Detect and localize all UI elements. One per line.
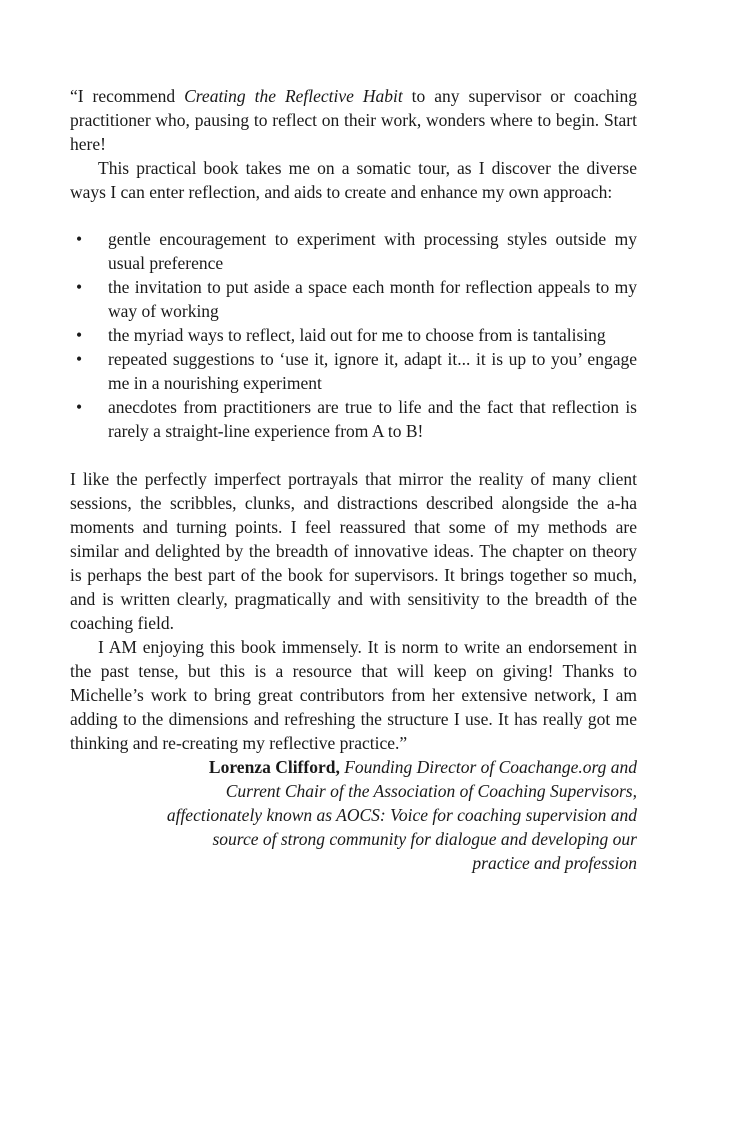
list-item bbox=[70, 275, 637, 323]
attribution bbox=[70, 755, 637, 875]
bullet-icon: • bbox=[76, 277, 83, 297]
bullet-icon: • bbox=[76, 349, 83, 369]
endorsement-text-block bbox=[70, 84, 637, 875]
bullet-text: the myriad ways to reflect, laid out for me to choose from is tantalising bbox=[108, 325, 606, 345]
bullet-icon: • bbox=[76, 397, 83, 417]
bullet-icon: • bbox=[76, 229, 83, 249]
list-item bbox=[70, 227, 637, 275]
recommendation-pre: “I recommend bbox=[70, 86, 185, 106]
bullet-text: repeated suggestions to ‘use it, ignore it, adapt it... it is up to you’ engage me in a nourishing experiment bbox=[108, 349, 637, 393]
recommendation-post: to any supervisor or coaching practitioner who, pausing to reflect on their work, wonders where to begin. Start here! bbox=[70, 86, 637, 154]
bullet-text: the invitation to put aside a space each month for reflection appeals to my way of working bbox=[108, 277, 637, 321]
list-item bbox=[70, 395, 637, 443]
book-title: Creating the Reflective Habit bbox=[184, 86, 403, 106]
bullet-icon: • bbox=[76, 325, 83, 345]
paragraph-somatic-tour: This practical book takes me on a somatic tour, as I discover the diverse ways I can enter reflection, and aids to create and enhance my own approach: bbox=[70, 158, 637, 202]
paragraph-recommendation bbox=[70, 84, 637, 156]
endorsement-bullet-list bbox=[70, 227, 637, 443]
bullet-text: anecdotes from practitioners are true to life and the fact that reflection is rarely a straight-line experience from A to B! bbox=[108, 397, 637, 441]
paragraph-enjoying: I AM enjoying this book immensely. It is norm to write an endorsement in the past tense, but this is a resource that will keep on giving! Thanks to Michelle’s work to bring great contributors from her extensive network, I am adding to the dimensions and refreshing the structure I use. It has really got me thinking and re-creating my reflective practice.” bbox=[70, 637, 637, 753]
list-item bbox=[70, 323, 637, 347]
attribution-name: Lorenza Clifford, bbox=[208, 757, 340, 777]
attribution-role: Founding Director of Coachange.org and Current Chair of the Association of Coaching Supervisors, affectionately known as AOCS: Voice for coaching supervision and source of strong community for dialogue and developing our practice and profession bbox=[166, 757, 637, 873]
bullet-text: gentle encouragement to experiment with processing styles outside my usual preference bbox=[108, 229, 637, 273]
paragraph-portrayals: I like the perfectly imperfect portrayals that mirror the reality of many client sessions, the scribbles, clunks, and distractions described alongside the a-ha moments and turning points. I feel reassured that some of my methods are similar and delighted by the breadth of innovative ideas. The chapter on theory is perhaps the best part of the book for supervisors. It brings together so much, and is written clearly, pragmatically and with sensitivity to the breadth of the coaching field. bbox=[70, 469, 637, 633]
list-item bbox=[70, 347, 637, 395]
